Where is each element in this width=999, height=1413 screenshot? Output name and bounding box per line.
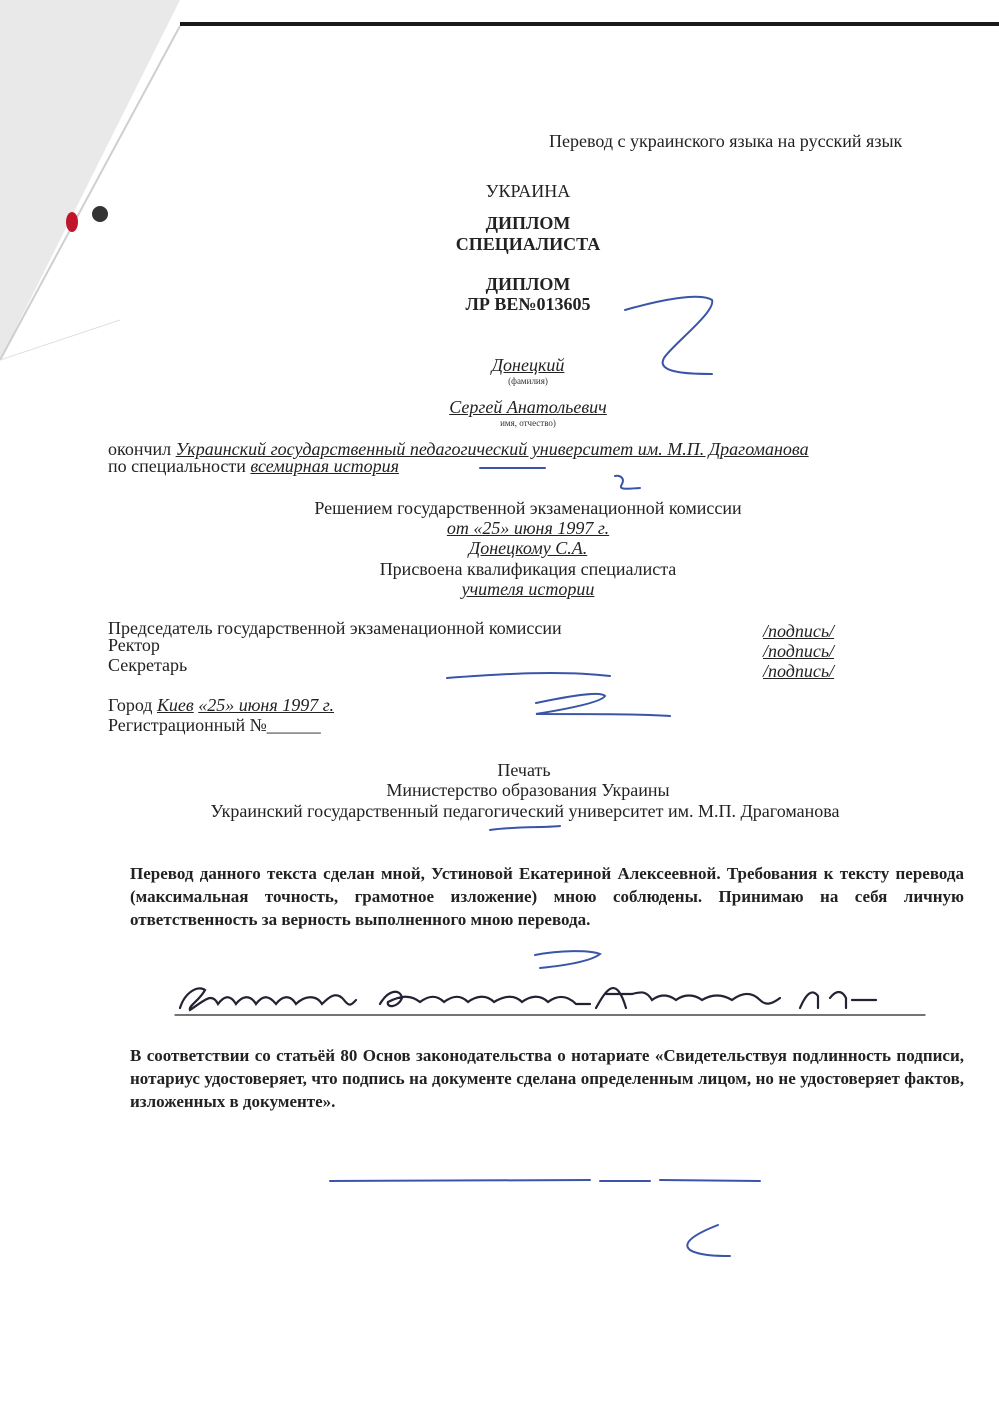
translation-note: Перевод с украинского языка на русский язык bbox=[549, 131, 903, 151]
registration-blank: ______ bbox=[266, 715, 321, 735]
university-name: Украинский государственный педагогический университет им. М.П. Драгоманова bbox=[175, 439, 809, 459]
diploma-title-2: ДИПЛОМ bbox=[485, 274, 571, 294]
registration-line bbox=[108, 715, 321, 736]
ink-mark-3 bbox=[490, 826, 560, 830]
specialty-line bbox=[108, 456, 399, 477]
registration-label: Регистрационный № bbox=[108, 715, 267, 735]
specialty-value: всемирная история bbox=[250, 456, 399, 476]
city-value: Киев bbox=[156, 695, 194, 715]
translator-signature-icon bbox=[180, 988, 876, 1010]
translator-statement: Перевод данного текста сделан мной, Устиновой Екатериной Алексеевной. Требования к тексту перевода (максимальная точность, грамотное изложение) мною соблюдены. Принимаю на себя личную ответственность за верность выполненного мною перевода. bbox=[130, 864, 964, 929]
notary-statement: В соответствии со статьёй 80 Основ законодательства о нотариате «Свидетельствуя подлинность подписи, нотариус удостоверяет, что подпись на документе сделана определенным лицом, но не удостоверяет фактов, изложенных в документе». bbox=[130, 1046, 964, 1111]
qualification-value: учителя истории bbox=[461, 579, 595, 599]
signature-mark-1: /подпись/ bbox=[763, 621, 835, 641]
initials-scribble-4 bbox=[535, 951, 600, 968]
specialty-label: по специальности bbox=[108, 456, 246, 476]
stamp-line-2: Украинский государственный педагогический университет им. М.П. Драгоманова bbox=[210, 801, 840, 821]
chairman-label: Председатель государственной экзаменационной комиссии bbox=[108, 618, 562, 638]
surname-caption: (фамилия) bbox=[508, 376, 548, 386]
page-top-edge bbox=[180, 22, 999, 26]
decision-date: от «25» июня 1997 г. bbox=[446, 518, 610, 538]
signature-mark-2: /подпись/ bbox=[763, 641, 835, 661]
diploma-number: ЛР ВЕ№013605 bbox=[465, 294, 591, 314]
decision-recipient: Донецкому С.А. bbox=[468, 538, 588, 558]
qualification-line: Присвоена квалификация специалиста bbox=[379, 559, 677, 579]
rector-label: Ректор bbox=[108, 635, 160, 655]
ink-dash-5 bbox=[330, 1180, 760, 1181]
stamp-label: Печать bbox=[497, 760, 551, 780]
initials-scribble-3 bbox=[536, 694, 670, 716]
city-date: «25» июня 1997 г. bbox=[198, 695, 335, 715]
city-label: Город bbox=[108, 695, 153, 715]
surname: Донецкий bbox=[491, 355, 565, 375]
secretary-label: Секретарь bbox=[108, 655, 188, 675]
given-name: Сергей Анатольевич bbox=[449, 397, 607, 417]
initials-scribble-5 bbox=[687, 1225, 730, 1256]
city-line bbox=[108, 695, 334, 716]
name-caption: имя, отчество) bbox=[500, 418, 556, 428]
signature-mark-3: /подпись/ bbox=[763, 661, 835, 681]
red-seal-mark-icon bbox=[66, 212, 78, 232]
country-title: УКРАИНА bbox=[485, 181, 571, 201]
graduated-label: окончил bbox=[108, 439, 172, 459]
decision-line: Решением государственной экзаменационной комиссии bbox=[314, 498, 742, 518]
stamp-line-1: Министерство образования Украины bbox=[386, 780, 670, 800]
initials-scribble-2 bbox=[615, 476, 640, 489]
ink-line-2 bbox=[447, 673, 610, 678]
diploma-title: ДИПЛОМ bbox=[485, 213, 571, 233]
diploma-subtitle: СПЕЦИАЛИСТА bbox=[455, 234, 601, 254]
